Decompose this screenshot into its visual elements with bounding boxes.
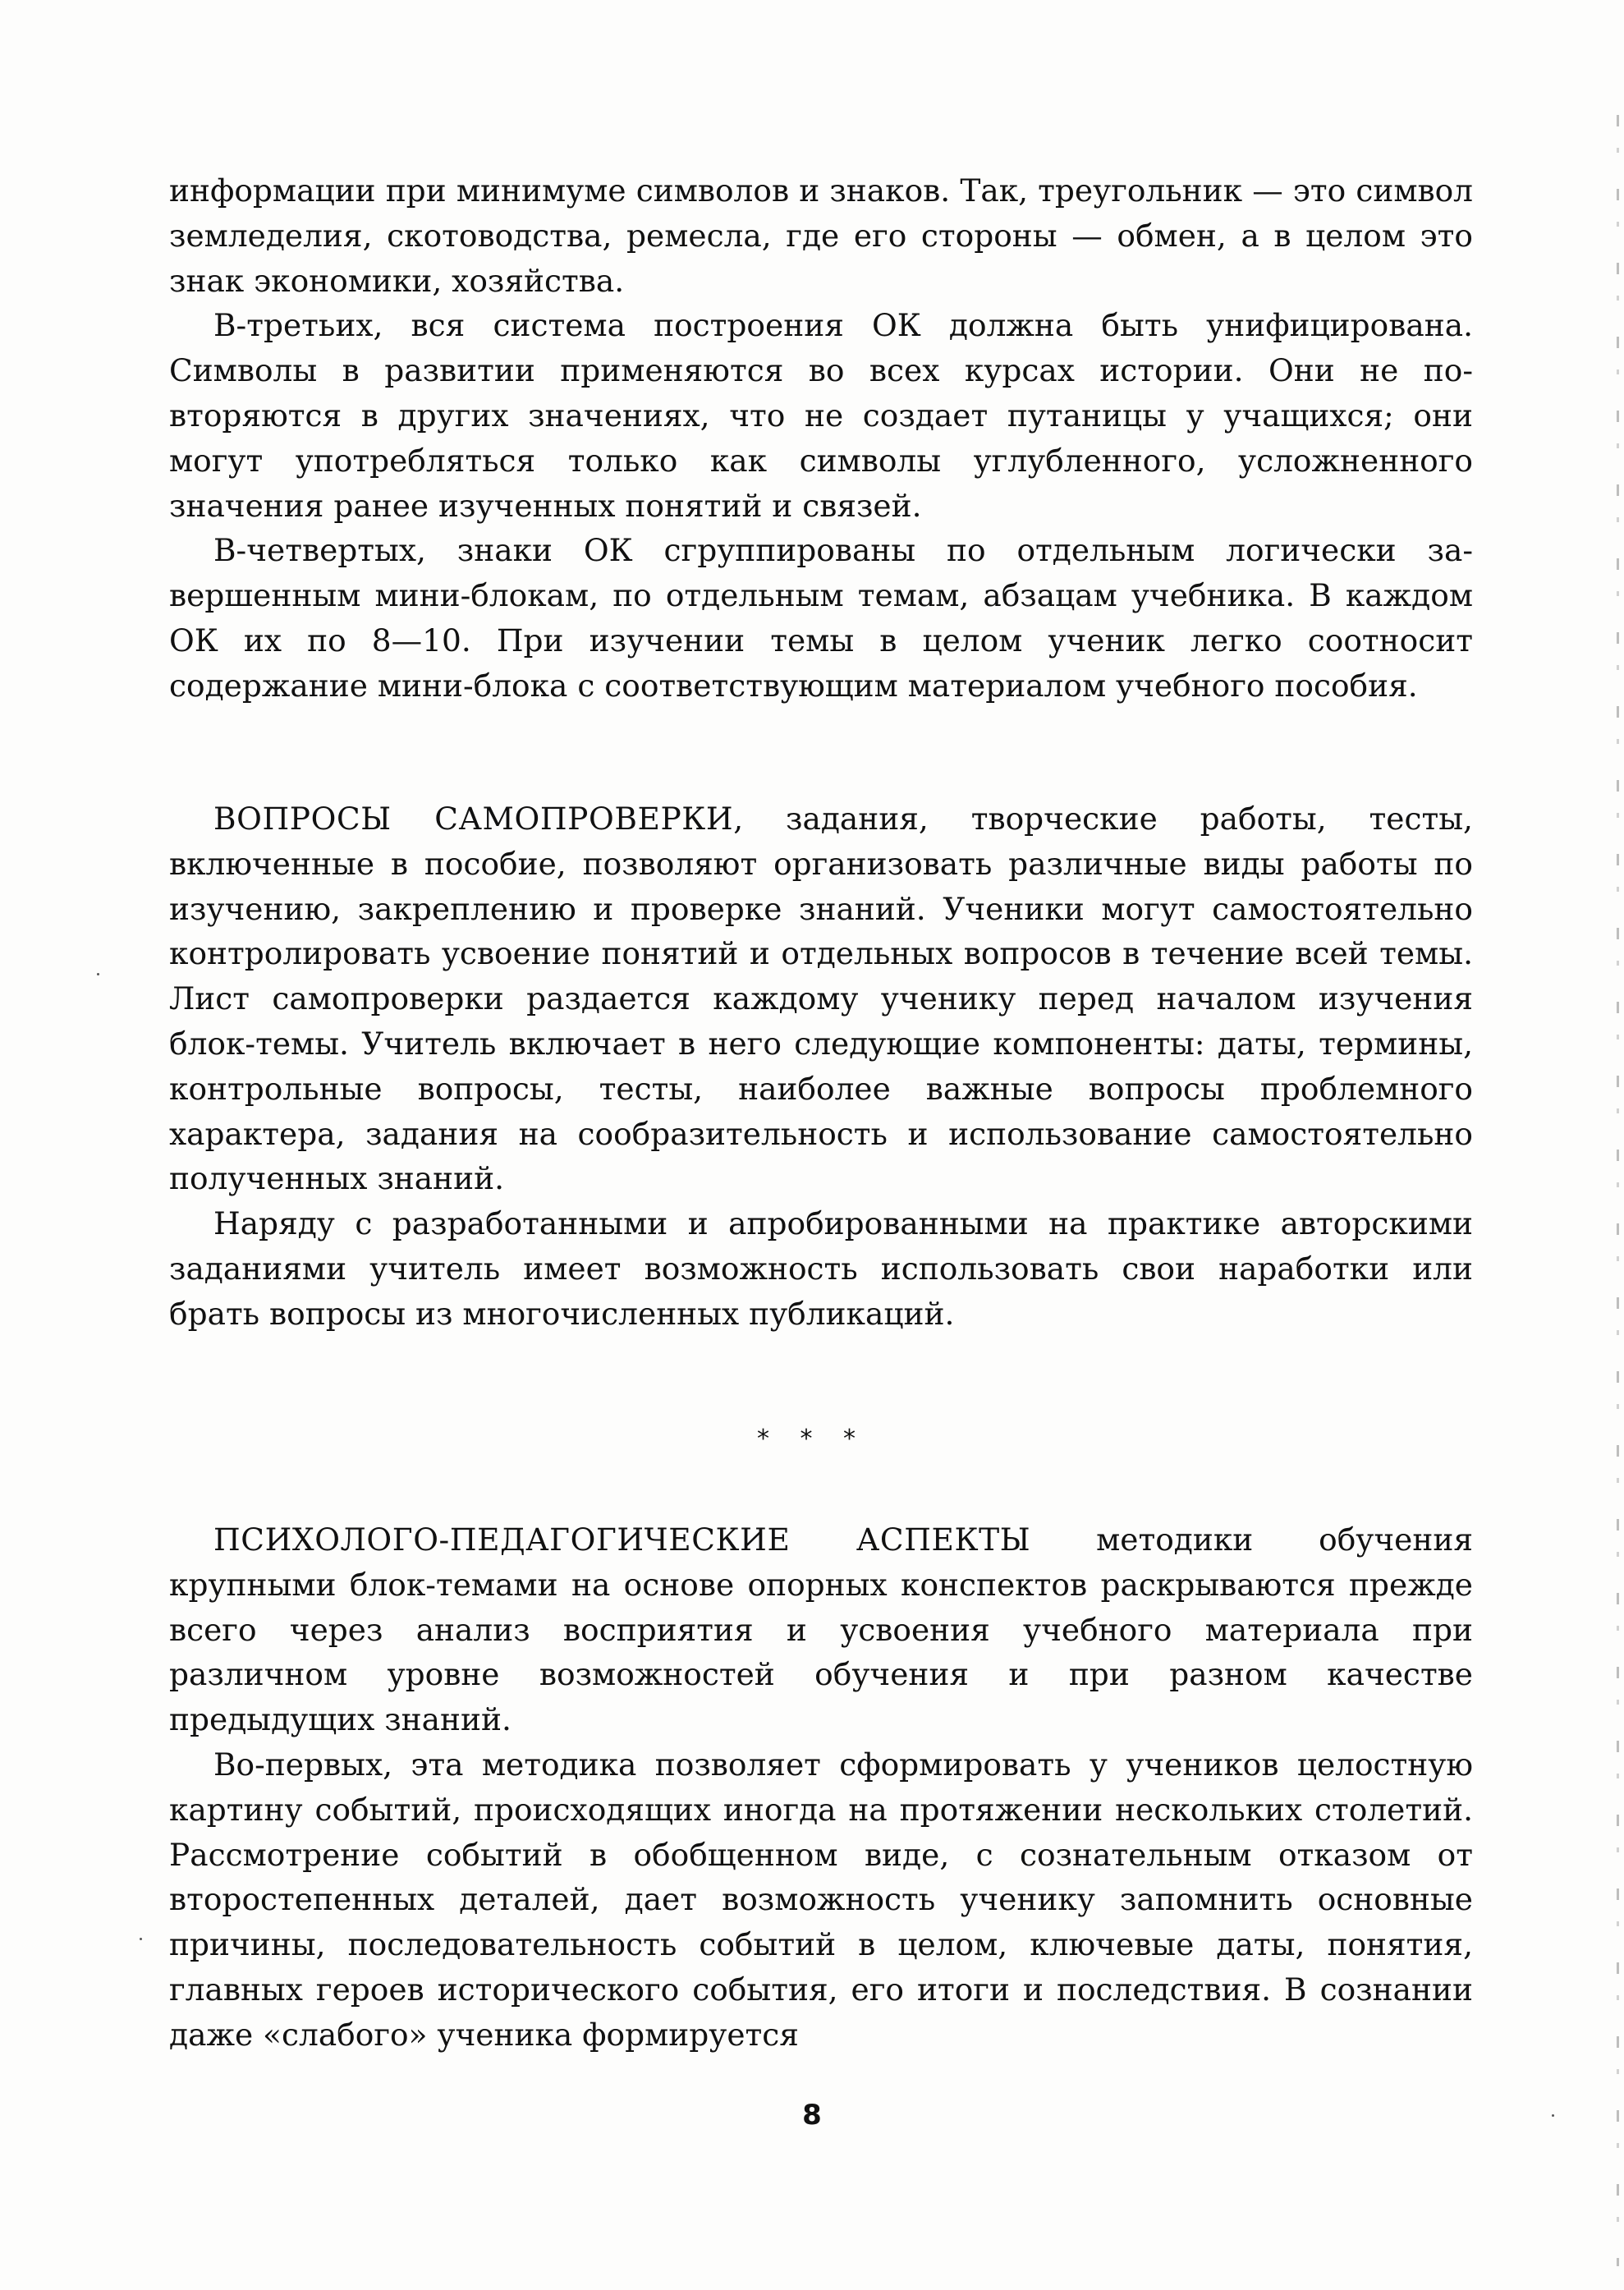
- page-number: 8: [802, 2099, 822, 2132]
- section-heading-psychology: ПСИХОЛОГО-ПЕДАГОГИЧЕСКИЕ АСПЕКТЫ: [213, 1521, 1031, 1558]
- text-section-self-check: [169, 796, 1473, 1337]
- text-section-psychology: [169, 1517, 1473, 2058]
- scan-speck: [1552, 2114, 1554, 2117]
- text-section-1: [169, 168, 1473, 709]
- section-separator: * * *: [756, 1425, 868, 1453]
- paragraph-self-check-body: , задания, творческие работы, тесты, включенные в пособие, позволяют организовать различные виды работы по изучению, закреплению и проверке знаний. Ученики могут самостоятельно контролировать усвоение понятий и отдельных вопросов в течение всей темы. Лист самопроверки раздается каждому ученику перед началом изучения блок-темы. Учитель включает в него следующие компоненты: даты, термины, контрольные вопросы, тесты, наиболее важные вопросы проблемного характера, задания на сообразительность и использование самостоятельно полученных знаний.: [169, 801, 1473, 1197]
- paragraph-fourthly: В-четвертых, знаки ОК сгруппированы по отдельным логически завершенным мини-блокам, по отдельным темам, абзацам учебника. В каждом ОК их по 8—10. При изучении темы в целом ученик легко соотносит содержание мини-блока с соответствующим материалом учебного пособия.: [169, 532, 1473, 704]
- paragraph-author-tasks: Наряду с разработанными и апробированными на практике авторскими заданиями учитель имеет возможность использовать свои наработки или брать вопросы из многочисленных публикаций.: [169, 1205, 1473, 1332]
- paragraph-firstly: Во-первых, эта методика позволяет сформировать у учеников целостную картину событий, происходящих иногда на протяжении нескольких столетий. Рассмотрение событий в обобщенном виде, с сознательным отказом от второстепенных деталей, дает возможность ученику запомнить основные причины, последовательность событий в целом, ключевые даты, понятия, главных героев исторического события, его итоги и последствия. В сознании даже «слабого» ученика формируется: [169, 1746, 1473, 2053]
- paragraph-thirdly: В-третьих, вся система построения ОК должна быть унифицирована. Символы в развитии применяются во всех курсах истории. Они не повторяются в других значениях, что не создает путаницы у учащихся; они могут употребляться только как символы углубленного, усложненного значения ранее изученных понятий и связей.: [169, 307, 1473, 524]
- section-heading-self-check: ВОПРОСЫ САМОПРОВЕРКИ: [213, 801, 734, 837]
- scan-speck: [97, 973, 99, 975]
- scan-speck: [140, 1938, 142, 1940]
- scan-edge-artifact: [1617, 115, 1619, 2266]
- paragraph-self-check: [169, 796, 1473, 1201]
- paragraph-psychology: [169, 1517, 1473, 1742]
- paragraph-psychology-body: методики обучения крупными блок-темами на основе опорных конспектов раскрываются прежде всего через анализ восприятия и усвоения учебного материала при различном уровне возможностей обучения и при разном качестве предыдущих знаний.: [169, 1521, 1474, 1738]
- paragraph-continuation: информации при минимуме символов и знаков. Так, треугольник — это символ земледелия, скотоводства, ремесла, где его стороны — обмен, а в целом это знак экономики, хозяйства.: [169, 172, 1473, 299]
